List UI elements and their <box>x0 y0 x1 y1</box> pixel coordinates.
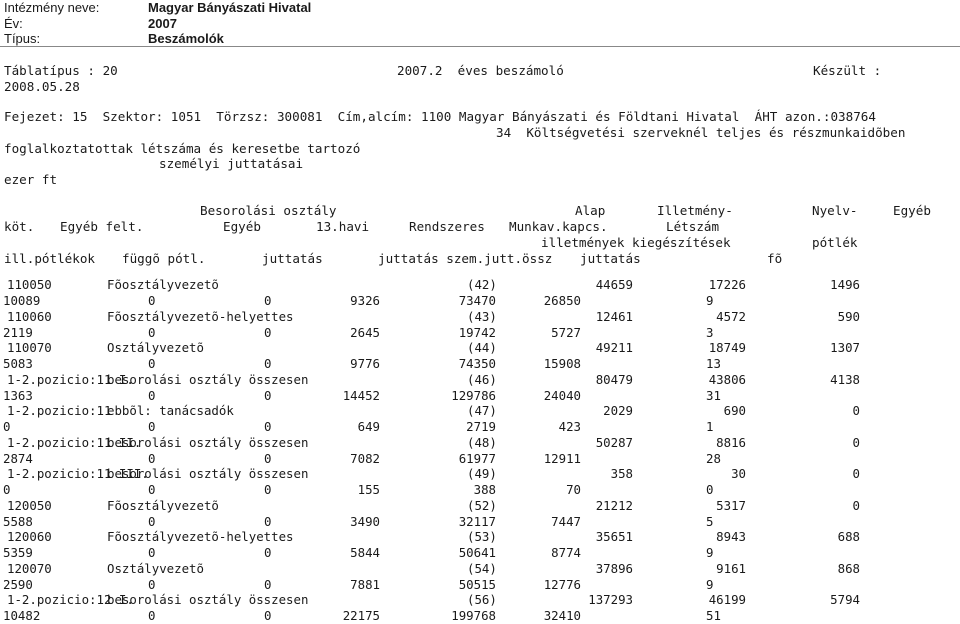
column-header: Alap <box>575 203 606 218</box>
cell-value: 0 <box>264 419 272 434</box>
header-divider <box>0 46 960 47</box>
cell-value: 50641 <box>458 545 496 560</box>
column-header: Munkav.kapcs. <box>509 219 608 234</box>
row-label: Osztályvezetõ <box>107 340 204 355</box>
cell-value: 0 <box>264 293 272 308</box>
cell-value: 15908 <box>543 356 581 371</box>
column-header: Besorolási osztály <box>200 203 337 218</box>
row-code: 1-2.pozicio:11 II. <box>7 435 142 450</box>
cell-value: 690 <box>723 403 746 418</box>
type-value: Beszámolók <box>148 31 224 46</box>
cell-value: 12911 <box>543 451 581 466</box>
cell-value: 80479 <box>595 372 633 387</box>
cell-value: 0 <box>264 388 272 403</box>
column-header: pótlék <box>812 235 858 250</box>
row-line-number: (54) <box>467 561 497 576</box>
cell-value: 17226 <box>708 277 746 292</box>
column-header: juttatás <box>580 251 641 266</box>
cell-value: 19742 <box>458 325 496 340</box>
row-line-number: (47) <box>467 403 497 418</box>
cell-value: 3490 <box>350 514 380 529</box>
cell-value: 155 <box>357 482 380 497</box>
cell-value: 9161 <box>716 561 746 576</box>
row-label: Osztályvezetõ <box>107 561 204 576</box>
cell-value: 0 <box>148 545 156 560</box>
cell-value: 8774 <box>551 545 581 560</box>
row-label: Fõosztályvezetõ-helyettes <box>107 309 294 324</box>
row-line-number: (46) <box>467 372 497 387</box>
row-label: besorolási osztály összesen <box>107 435 309 450</box>
column-header: juttatás szem.jutt.össz <box>378 251 553 266</box>
cell-value: 0 <box>706 482 714 497</box>
cell-value: 868 <box>837 561 860 576</box>
cell-value: 0 <box>852 435 860 450</box>
cell-value: 61977 <box>458 451 496 466</box>
cell-value: 5844 <box>350 545 380 560</box>
cell-value: 4138 <box>830 372 860 387</box>
cell-value: 2029 <box>603 403 633 418</box>
cell-value: 0 <box>148 325 156 340</box>
row-code: 120070 <box>7 561 52 576</box>
row-code: 1-2.pozicio:11 <box>7 403 112 418</box>
report-title: 2007.2 éves beszámoló <box>397 63 564 78</box>
row-line-number: (49) <box>467 466 497 481</box>
row-line-number: (56) <box>467 592 497 607</box>
row-label: ebbõl: tanácsadók <box>107 403 234 418</box>
cell-value: 7447 <box>551 514 581 529</box>
section-title-line1: 34 Költségvetési szerveknél teljes és részmunkaidõben <box>496 125 906 140</box>
cell-value: 5588 <box>3 514 33 529</box>
row-line-number: (44) <box>467 340 497 355</box>
cell-value: 0 <box>148 419 156 434</box>
cell-value: 0 <box>852 498 860 513</box>
cell-value: 0 <box>264 356 272 371</box>
cell-value: 10089 <box>3 293 41 308</box>
column-header: Egyéb felt. <box>60 219 144 234</box>
cell-value: 35651 <box>595 529 633 544</box>
cell-value: 32410 <box>543 608 581 623</box>
cell-value: 358 <box>610 466 633 481</box>
type-label: Típus: <box>4 31 41 46</box>
cell-value: 0 <box>3 482 11 497</box>
cell-value: 0 <box>148 356 156 371</box>
chapter-line: Fejezet: 15 Szektor: 1051 Törzsz: 300081 Cím,alcím: 1100 Magyar Bányászati és Földtani Hivatal ÁHT azon.:038764 <box>4 109 876 124</box>
cell-value: 129786 <box>451 388 496 403</box>
cell-value: 3 <box>706 325 714 340</box>
column-header: juttatás <box>262 251 323 266</box>
cell-value: 14452 <box>342 388 380 403</box>
row-label: besorolási osztály összesen <box>107 592 309 607</box>
column-header: függõ pótl. <box>122 251 206 266</box>
cell-value: 7881 <box>350 577 380 592</box>
cell-value: 5794 <box>830 592 860 607</box>
cell-value: 5083 <box>3 356 33 371</box>
cell-value: 0 <box>264 451 272 466</box>
cell-value: 30 <box>731 466 746 481</box>
row-label: besorolási osztály összesen <box>107 372 309 387</box>
cell-value: 21212 <box>595 498 633 513</box>
column-header: 13.havi <box>316 219 370 234</box>
cell-value: 9 <box>706 545 714 560</box>
institution-value: Magyar Bányászati Hivatal <box>148 0 312 15</box>
cell-value: 18749 <box>708 340 746 355</box>
row-line-number: (48) <box>467 435 497 450</box>
cell-value: 2719 <box>466 419 496 434</box>
institution-label: Intézmény neve: <box>4 0 100 15</box>
row-label: Fõosztályvezetõ <box>107 498 219 513</box>
row-label: Fõosztályvezetõ-helyettes <box>107 529 294 544</box>
column-header: Egyéb <box>893 203 931 218</box>
cell-value: 73470 <box>458 293 496 308</box>
cell-value: 2590 <box>3 577 33 592</box>
year-label: Év: <box>4 16 23 31</box>
cell-value: 0 <box>148 608 156 623</box>
column-header: Létszám <box>666 219 720 234</box>
cell-value: 5359 <box>3 545 33 560</box>
created-label: Készült : <box>813 63 882 78</box>
cell-value: 1363 <box>3 388 33 403</box>
cell-value: 37896 <box>595 561 633 576</box>
cell-value: 0 <box>148 482 156 497</box>
column-header: Rendszeres <box>409 219 485 234</box>
row-label: Fõosztályvezetõ <box>107 277 219 292</box>
section-title-line3: személyi juttatásai <box>159 156 304 171</box>
cell-value: 50515 <box>458 577 496 592</box>
row-code: 110070 <box>7 340 52 355</box>
cell-value: 8816 <box>716 435 746 450</box>
cell-value: 2119 <box>3 325 33 340</box>
cell-value: 0 <box>148 451 156 466</box>
cell-value: 2645 <box>350 325 380 340</box>
cell-value: 0 <box>264 608 272 623</box>
cell-value: 5727 <box>551 325 581 340</box>
cell-value: 1496 <box>830 277 860 292</box>
cell-value: 50287 <box>595 435 633 450</box>
cell-value: 688 <box>837 529 860 544</box>
table-type: Táblatípus : 20 <box>4 63 118 78</box>
cell-value: 9326 <box>350 293 380 308</box>
cell-value: 5317 <box>716 498 746 513</box>
document-header <box>0 0 960 48</box>
cell-value: 0 <box>148 293 156 308</box>
column-header: köt. <box>4 219 35 234</box>
cell-value: 49211 <box>595 340 633 355</box>
cell-value: 46199 <box>708 592 746 607</box>
unit-label: ezer ft <box>4 172 58 187</box>
column-header: illetmények kiegészítések <box>541 235 731 250</box>
cell-value: 2874 <box>3 451 33 466</box>
cell-value: 9 <box>706 293 714 308</box>
row-label: besorolási osztály összesen <box>107 466 309 481</box>
cell-value: 590 <box>837 309 860 324</box>
cell-value: 9 <box>706 577 714 592</box>
row-line-number: (43) <box>467 309 497 324</box>
column-header: ill.pótlékok <box>4 251 95 266</box>
cell-value: 22175 <box>342 608 380 623</box>
cell-value: 7082 <box>350 451 380 466</box>
cell-value: 388 <box>473 482 496 497</box>
section-title-line2: foglalkoztatottak létszáma és keresetbe tartozó <box>4 141 361 156</box>
cell-value: 199768 <box>451 608 496 623</box>
cell-value: 12776 <box>543 577 581 592</box>
cell-value: 26850 <box>543 293 581 308</box>
cell-value: 0 <box>148 577 156 592</box>
row-code: 110060 <box>7 309 52 324</box>
row-code: 1-2.pozicio:11 I. <box>7 372 134 387</box>
cell-value: 43806 <box>708 372 746 387</box>
cell-value: 0 <box>148 514 156 529</box>
row-code: 110050 <box>7 277 52 292</box>
cell-value: 0 <box>264 482 272 497</box>
column-header: fõ <box>767 251 783 266</box>
column-header: Egyéb <box>223 219 261 234</box>
year-value: 2007 <box>148 16 177 31</box>
cell-value: 13 <box>706 356 721 371</box>
row-code: 1-2.pozicio:12 I. <box>7 592 134 607</box>
cell-value: 423 <box>558 419 581 434</box>
cell-value: 24040 <box>543 388 581 403</box>
cell-value: 31 <box>706 388 721 403</box>
cell-value: 9776 <box>350 356 380 371</box>
column-header: Illetmény- <box>657 203 733 218</box>
cell-value: 649 <box>357 419 380 434</box>
cell-value: 0 <box>852 403 860 418</box>
cell-value: 0 <box>264 325 272 340</box>
cell-value: 0 <box>264 514 272 529</box>
cell-value: 4572 <box>716 309 746 324</box>
cell-value: 28 <box>706 451 721 466</box>
cell-value: 12461 <box>595 309 633 324</box>
cell-value: 32117 <box>458 514 496 529</box>
cell-value: 0 <box>852 466 860 481</box>
row-code: 1-2.pozicio:11 III. <box>7 466 149 481</box>
row-line-number: (53) <box>467 529 497 544</box>
column-header: Nyelv- <box>812 203 858 218</box>
row-line-number: (42) <box>467 277 497 292</box>
row-code: 120060 <box>7 529 52 544</box>
cell-value: 74350 <box>458 356 496 371</box>
cell-value: 0 <box>264 577 272 592</box>
row-code: 120050 <box>7 498 52 513</box>
cell-value: 0 <box>148 388 156 403</box>
cell-value: 10482 <box>3 608 41 623</box>
row-line-number: (52) <box>467 498 497 513</box>
created-date: 2008.05.28 <box>4 79 80 94</box>
cell-value: 8943 <box>716 529 746 544</box>
cell-value: 51 <box>706 608 721 623</box>
cell-value: 0 <box>3 419 11 434</box>
cell-value: 70 <box>566 482 581 497</box>
cell-value: 137293 <box>588 592 633 607</box>
cell-value: 5 <box>706 514 714 529</box>
cell-value: 1307 <box>830 340 860 355</box>
cell-value: 44659 <box>595 277 633 292</box>
cell-value: 0 <box>264 545 272 560</box>
cell-value: 1 <box>706 419 714 434</box>
